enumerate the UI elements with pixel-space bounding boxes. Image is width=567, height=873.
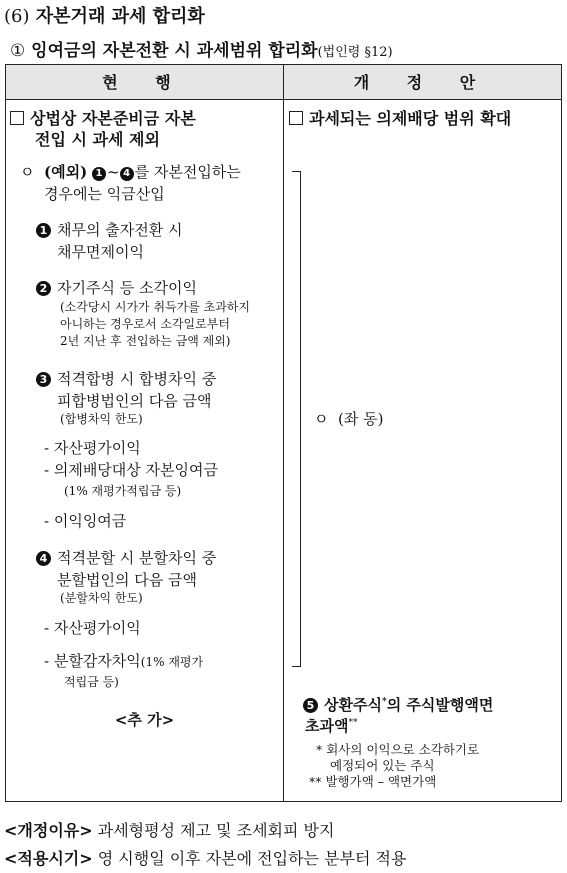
split-sub-note: (1% 재평가 [140, 655, 204, 669]
revision-reason-text: 과세형평성 제고 및 조세회피 방지 [97, 821, 335, 840]
circled-number-icon: 4 [36, 551, 51, 566]
item-2-note3: 2년 지난 후 전입하는 금액 제외) [60, 334, 231, 348]
law-reference: (법인령 §12) [317, 45, 393, 60]
current-box-title [10, 108, 196, 150]
exception-marker: ㅇ [20, 163, 35, 181]
checkbox-square-icon [289, 111, 303, 125]
item-4-line1: 적격분할 시 분할차익 중 [57, 549, 217, 567]
split-sub-note-cont: 적립금 등) [64, 675, 119, 689]
item-1-line2: 채무면제이익 [57, 243, 144, 261]
item-5-text-a: 상환주식 [324, 696, 382, 714]
circled-number-icon: 1 [36, 223, 51, 238]
circled-number-icon: 4 [120, 167, 134, 181]
exception-text: 를 자본전입하는 [134, 163, 241, 181]
item-5-text-b: 의 주식발행액면 [386, 696, 494, 714]
circled-number-icon: 2 [36, 281, 51, 296]
column-divider [283, 64, 284, 802]
merger-sub-item: - 의제배당대상 자본잉여금 [44, 461, 218, 479]
subsection-title: 잉여금의 자본전환 시 과세범위 합리화 [31, 41, 318, 61]
item-3 [36, 369, 216, 390]
item-2-note2: 아니하는 경우로서 소각일로부터 [60, 317, 230, 331]
subsection-marker: ① [10, 41, 26, 61]
item-5-line2 [305, 713, 357, 737]
item-2 [36, 278, 197, 299]
item-4-note: (분할차익 한도) [60, 591, 143, 605]
split-sub-item: - 자산평가이익 [44, 619, 141, 637]
current-title-line1: 상법상 자본준비금 자본 [30, 109, 196, 128]
merger-sub-item: - 이익잉여금 [44, 512, 127, 530]
application-period [4, 848, 406, 870]
exception-text-cont: 경우에는 익금산입 [44, 185, 165, 203]
section-number: (6) [4, 6, 30, 27]
footnote-2: ** 발행가액 – 액면가액 [309, 774, 437, 789]
revised-box-title [289, 108, 511, 129]
exception-line: ㅇ (예외) 1 ~ 4 를 자본전입하는 [20, 163, 241, 181]
item-1 [36, 220, 182, 241]
section-heading [4, 2, 205, 28]
revision-reason [4, 820, 334, 842]
column-header-current: 현 행 [102, 73, 187, 92]
circled-number-icon: 1 [92, 167, 106, 181]
footnote-1-cont: 예정되어 있는 주식 [330, 758, 435, 773]
item-3-note: (합병차익 한도) [60, 412, 143, 426]
application-period-label: <적용시기> [4, 849, 93, 868]
item-4-line2: 분할법인의 다음 금액 [57, 571, 197, 589]
footnote-1: * 회사의 이익으로 소각하기로 [316, 742, 480, 757]
section-title: 자본거래 과세 합리화 [35, 6, 205, 27]
footnote-mark: * [381, 697, 387, 707]
item-4 [36, 548, 216, 569]
subsection-heading [10, 36, 393, 61]
item-5-line2-text: 초과액 [305, 717, 349, 735]
split-sub-item-text: - 분할감자차익 [44, 652, 141, 670]
revision-reason-label: <개정이유> [4, 821, 93, 840]
same-as-left-bracket [292, 171, 301, 667]
item-2-line1: 자기주식 등 소각이익 [57, 279, 197, 297]
same-as-left [314, 409, 384, 430]
current-title-line2: 전입 시 과세 제외 [35, 130, 160, 149]
same-marker: ㅇ [314, 410, 329, 428]
item-3-line1: 적격합병 시 합병차익 중 [57, 370, 217, 388]
revised-title-text: 과세되는 의제배당 범위 확대 [309, 109, 512, 128]
same-text: (좌 동) [338, 410, 384, 428]
item-2-note1: (소각당시 시가가 취득가를 초과하지 [60, 300, 251, 314]
exception-label: (예외) [44, 163, 88, 181]
added-label: <추 가> [114, 711, 175, 729]
application-period-text: 영 시행일 이후 자본에 전입하는 분부터 적용 [97, 849, 407, 868]
column-header-revised: 개 정 안 [353, 73, 492, 92]
merger-sub-item: - 자산평가이익 [44, 439, 141, 457]
item-1-line1: 채무의 출자전환 시 [57, 221, 183, 239]
footnote-mark: ** [348, 718, 358, 728]
item-3-line2: 피합병법인의 다음 금액 [57, 392, 212, 410]
checkbox-square-icon [10, 111, 24, 125]
split-sub-item [44, 651, 203, 672]
circled-number-icon: 3 [36, 372, 51, 387]
circled-number-icon: 5 [303, 698, 318, 713]
merger-sub-note: (1% 재평가적립금 등) [64, 484, 182, 498]
